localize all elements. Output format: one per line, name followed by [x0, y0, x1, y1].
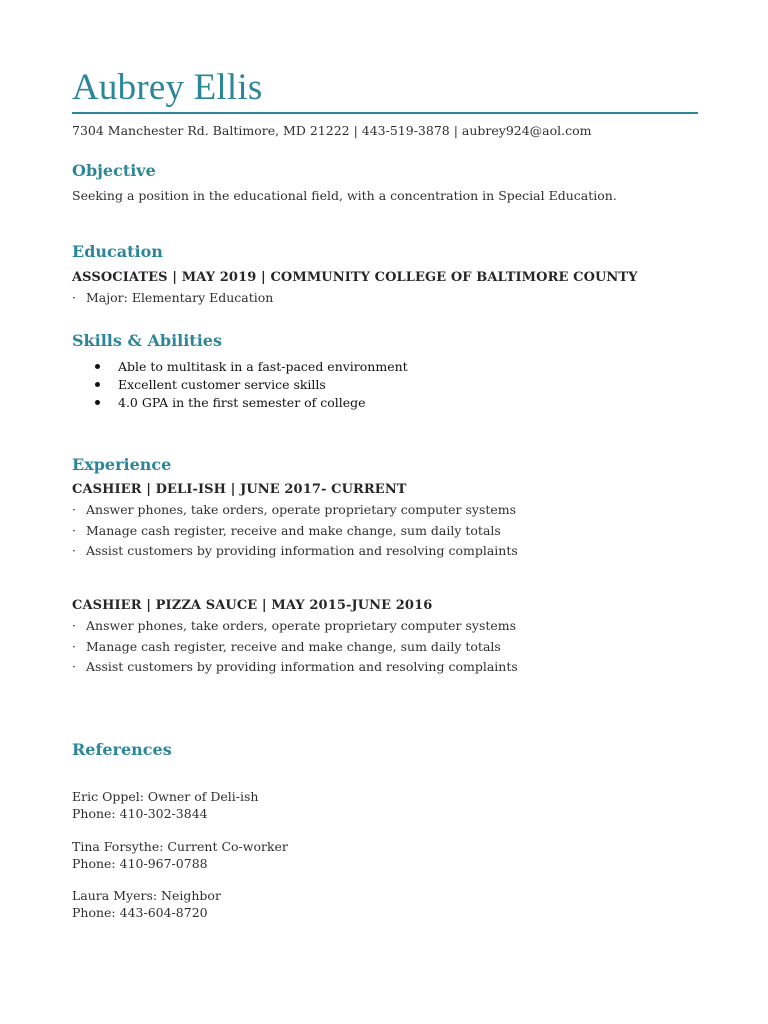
skill-item: Excellent customer service skills [95, 376, 408, 394]
reference-name: Laura Myers: Neighbor [72, 888, 221, 903]
bullet-marker: · [72, 659, 76, 674]
objective-heading: Objective [72, 161, 156, 180]
education-detail-item: · Major: Elementary Education [72, 290, 274, 305]
reference-phone: Phone: 410-302-3844 [72, 806, 208, 821]
bullet-marker: · [72, 522, 76, 538]
bullet-marker: · [72, 290, 76, 305]
job-duty-item: · Manage cash register, receive and make change, sum daily totals [72, 638, 501, 654]
job-duty-item: · Answer phones, take orders, operate proprietary computer systems [72, 502, 517, 517]
objective-text: Seeking a position in the educational field, with a concentration in Special Education. [72, 188, 617, 203]
bullet-dot [95, 382, 100, 387]
reference-entry [72, 887, 221, 921]
job-title: CASHIER | DELI-ISH | JUNE 2017- CURRENT [72, 482, 407, 497]
reference-phone: Phone: 410-967-0788 [72, 856, 208, 871]
reference-entry [72, 788, 258, 822]
reference-entry [72, 838, 288, 872]
candidate-name: Aubrey Ellis [72, 67, 263, 108]
contact-line: 7304 Manchester Rd. Baltimore, MD 21222 | 443-519-3878 | aubrey924@aol.com [72, 123, 592, 138]
reference-phone: Phone: 443-604-8720 [72, 905, 208, 920]
job-duty-item: · Assist customers by providing information and resolving complaints [72, 659, 518, 674]
bullet-dot [95, 400, 100, 405]
skill-item: 4.0 GPA in the first semester of college [95, 394, 408, 412]
job-title: CASHIER | PIZZA SAUCE | MAY 2015-JUNE 2016 [72, 598, 433, 613]
references-heading: References [72, 740, 172, 759]
job-duty-item: · Answer phones, take orders, operate proprietary computer systems [72, 618, 517, 633]
reference-name: Tina Forsythe: Current Co-worker [72, 839, 288, 854]
job-duties [72, 617, 518, 679]
bullet-marker: · [72, 502, 76, 517]
job-duties [72, 501, 518, 563]
education-entry: ASSOCIATES | MAY 2019 | COMMUNITY COLLEGE OF BALTIMORE COUNTY [72, 270, 638, 285]
education-details [72, 289, 273, 310]
bullet-marker: · [72, 543, 76, 558]
bullet-dot [95, 364, 100, 369]
skill-item: Able to multitask in a fast-paced environment [95, 358, 408, 376]
experience-heading: Experience [72, 455, 172, 474]
education-heading: Education [72, 242, 163, 261]
reference-name: Eric Oppel: Owner of Deli-ish [72, 789, 259, 804]
bullet-marker: · [72, 638, 76, 654]
bullet-marker: · [72, 618, 76, 633]
skills-heading: Skills & Abilities [72, 331, 222, 350]
header-rule [72, 112, 698, 114]
job-duty-item: · Assist customers by providing information and resolving complaints [72, 543, 518, 558]
skills-list [95, 358, 408, 412]
job-duty-item: · Manage cash register, receive and make change, sum daily totals [72, 522, 501, 538]
